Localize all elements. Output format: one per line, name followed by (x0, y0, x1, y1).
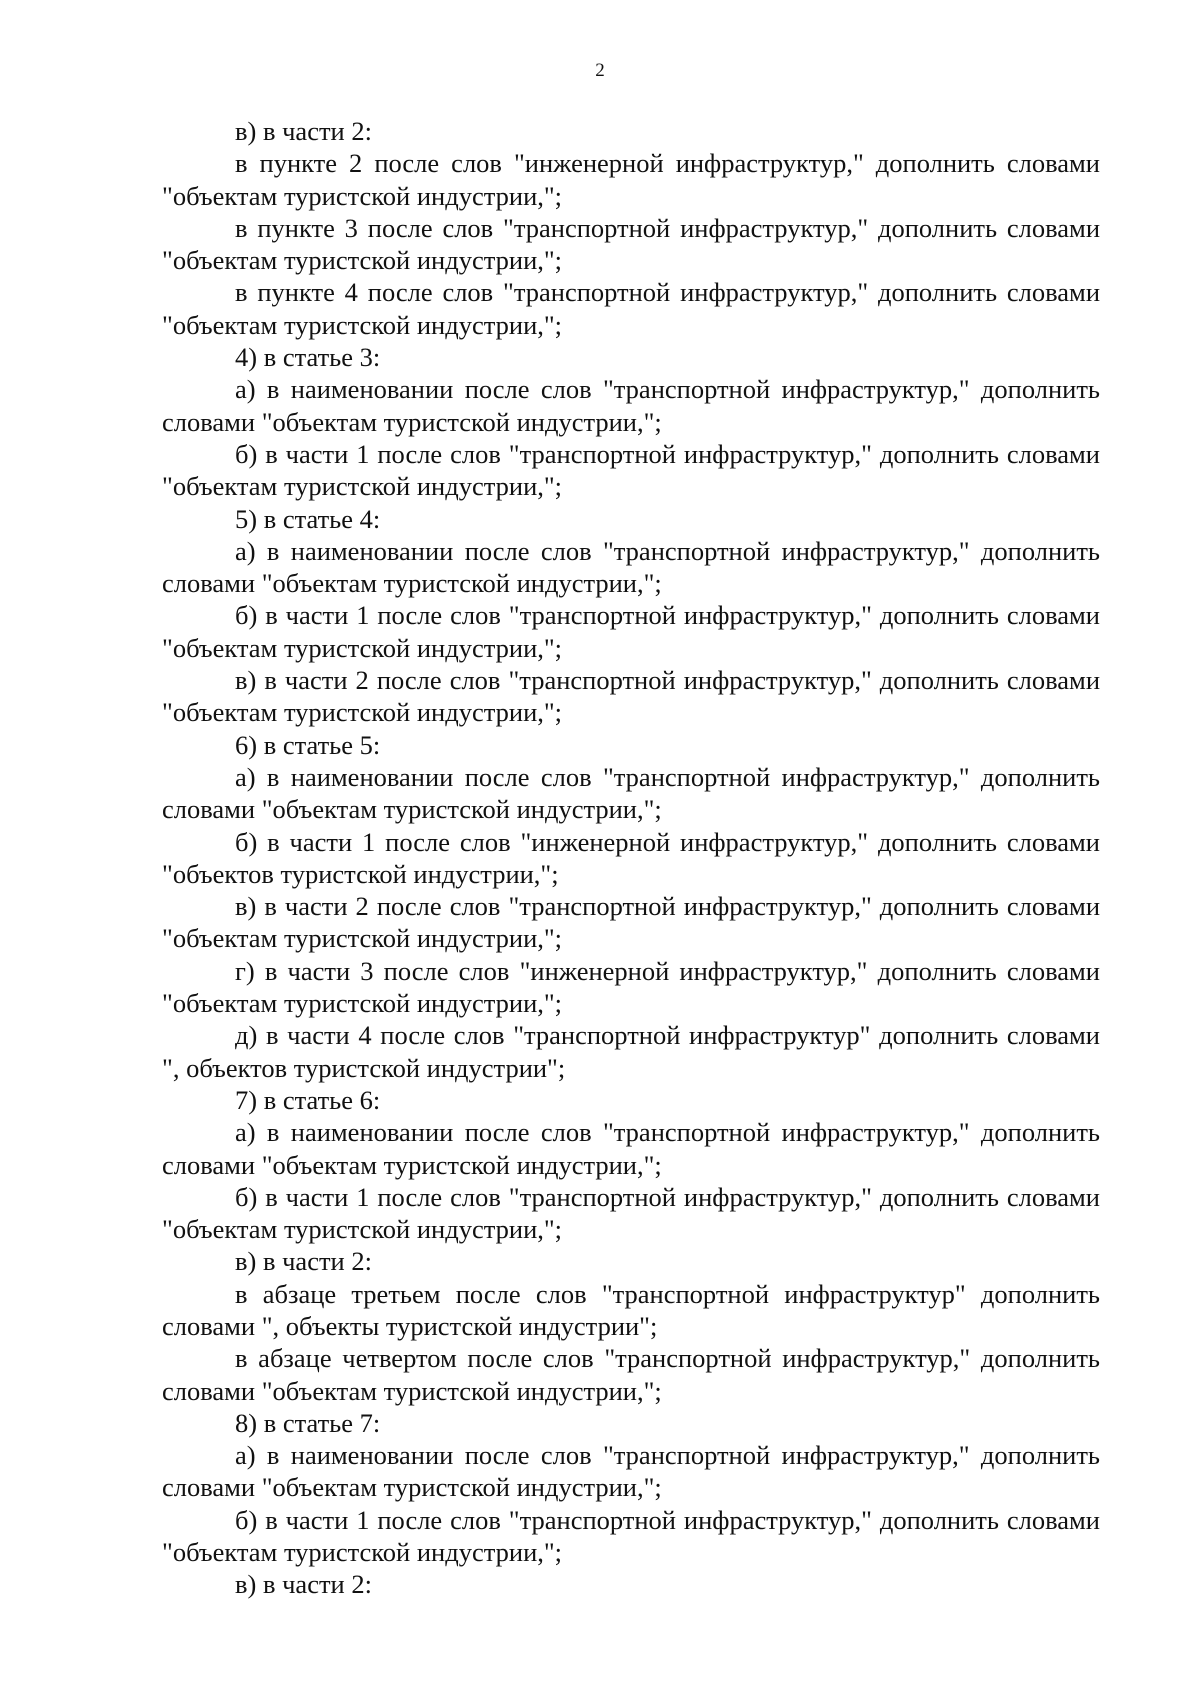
paragraph: а) в наименовании после слов "транспортной инфраструктур," дополнить словами "объектам туристской индустрии,"; (162, 374, 1100, 437)
paragraph: в абзаце четвертом после слов "транспортной инфраструктур," дополнить словами "объектам туристской индустрии,"; (162, 1343, 1100, 1406)
paragraph: б) в части 1 после слов "транспортной инфраструктур," дополнить словами "объектам туристской индустрии,"; (162, 1181, 1100, 1245)
paragraph: б) в части 1 после слов "транспортной инфраструктур," дополнить словами "объектам туристской индустрии,"; (162, 600, 1100, 663)
paragraph: г) в части 3 после слов "инженерной инфраструктур," дополнить словами "объектам туристской индустрии,"; (162, 955, 1100, 1019)
paragraph: в) в части 2 после слов "транспортной инфраструктур," дополнить словами "объектам туристской индустрии,"; (162, 891, 1100, 954)
paragraph: в) в части 2 после слов "транспортной инфраструктур," дополнить словами "объектам туристской индустрии,"; (162, 665, 1100, 728)
paragraph: в) в части 2: (235, 1569, 372, 1600)
paragraph: в) в части 2: (235, 116, 372, 146)
paragraph: в пункте 3 после слов "транспортной инфраструктур," дополнить словами "объектам туристской индустрии,"; (162, 212, 1100, 276)
paragraph: б) в части 1 после слов "инженерной инфраструктур," дополнить словами "объектов туристской индустрии,"; (162, 826, 1100, 889)
document-body (162, 115, 1100, 1601)
paragraph: 4) в статье 3: (235, 342, 381, 373)
paragraph: а) в наименовании после слов "транспортной инфраструктур," дополнить словами "объектам туристской индустрии,"; (162, 1440, 1100, 1503)
paragraph: в пункте 4 после слов "транспортной инфраструктур," дополнить словами "объектам туристской индустрии,"; (162, 277, 1100, 340)
paragraph: б) в части 1 после слов "транспортной инфраструктур," дополнить словами "объектам туристской индустрии,"; (162, 438, 1100, 502)
paragraph: в абзаце третьем после слов "транспортной инфраструктур" дополнить словами ", объекты туристской индустрии"; (162, 1278, 1100, 1341)
paragraph: а) в наименовании после слов "транспортной инфраструктур," дополнить словами "объектам туристской индустрии,"; (162, 535, 1100, 599)
paragraph: в) в части 2: (235, 1246, 372, 1277)
page-number: 2 (595, 60, 605, 81)
paragraph: 6) в статье 5: (235, 729, 381, 760)
paragraph: д) в части 4 после слов "транспортной инфраструктур" дополнить словами ", объектов туристской индустрии"; (162, 1020, 1100, 1083)
paragraph: а) в наименовании после слов "транспортной инфраструктур," дополнить словами "объектам туристской индустрии,"; (162, 761, 1100, 825)
paragraph: 5) в статье 4: (235, 503, 381, 534)
paragraph: в пункте 2 после слов "инженерной инфраструктур," дополнить словами "объектам туристской индустрии,"; (162, 148, 1100, 211)
paragraph: б) в части 1 после слов "транспортной инфраструктур," дополнить словами "объектам туристской индустрии,"; (162, 1504, 1100, 1568)
paragraph: а) в наименовании после слов "транспортной инфраструктур," дополнить словами "объектам туристской индустрии,"; (162, 1117, 1100, 1180)
paragraph: 8) в статье 7: (235, 1407, 381, 1438)
paragraph: 7) в статье 6: (235, 1084, 381, 1115)
